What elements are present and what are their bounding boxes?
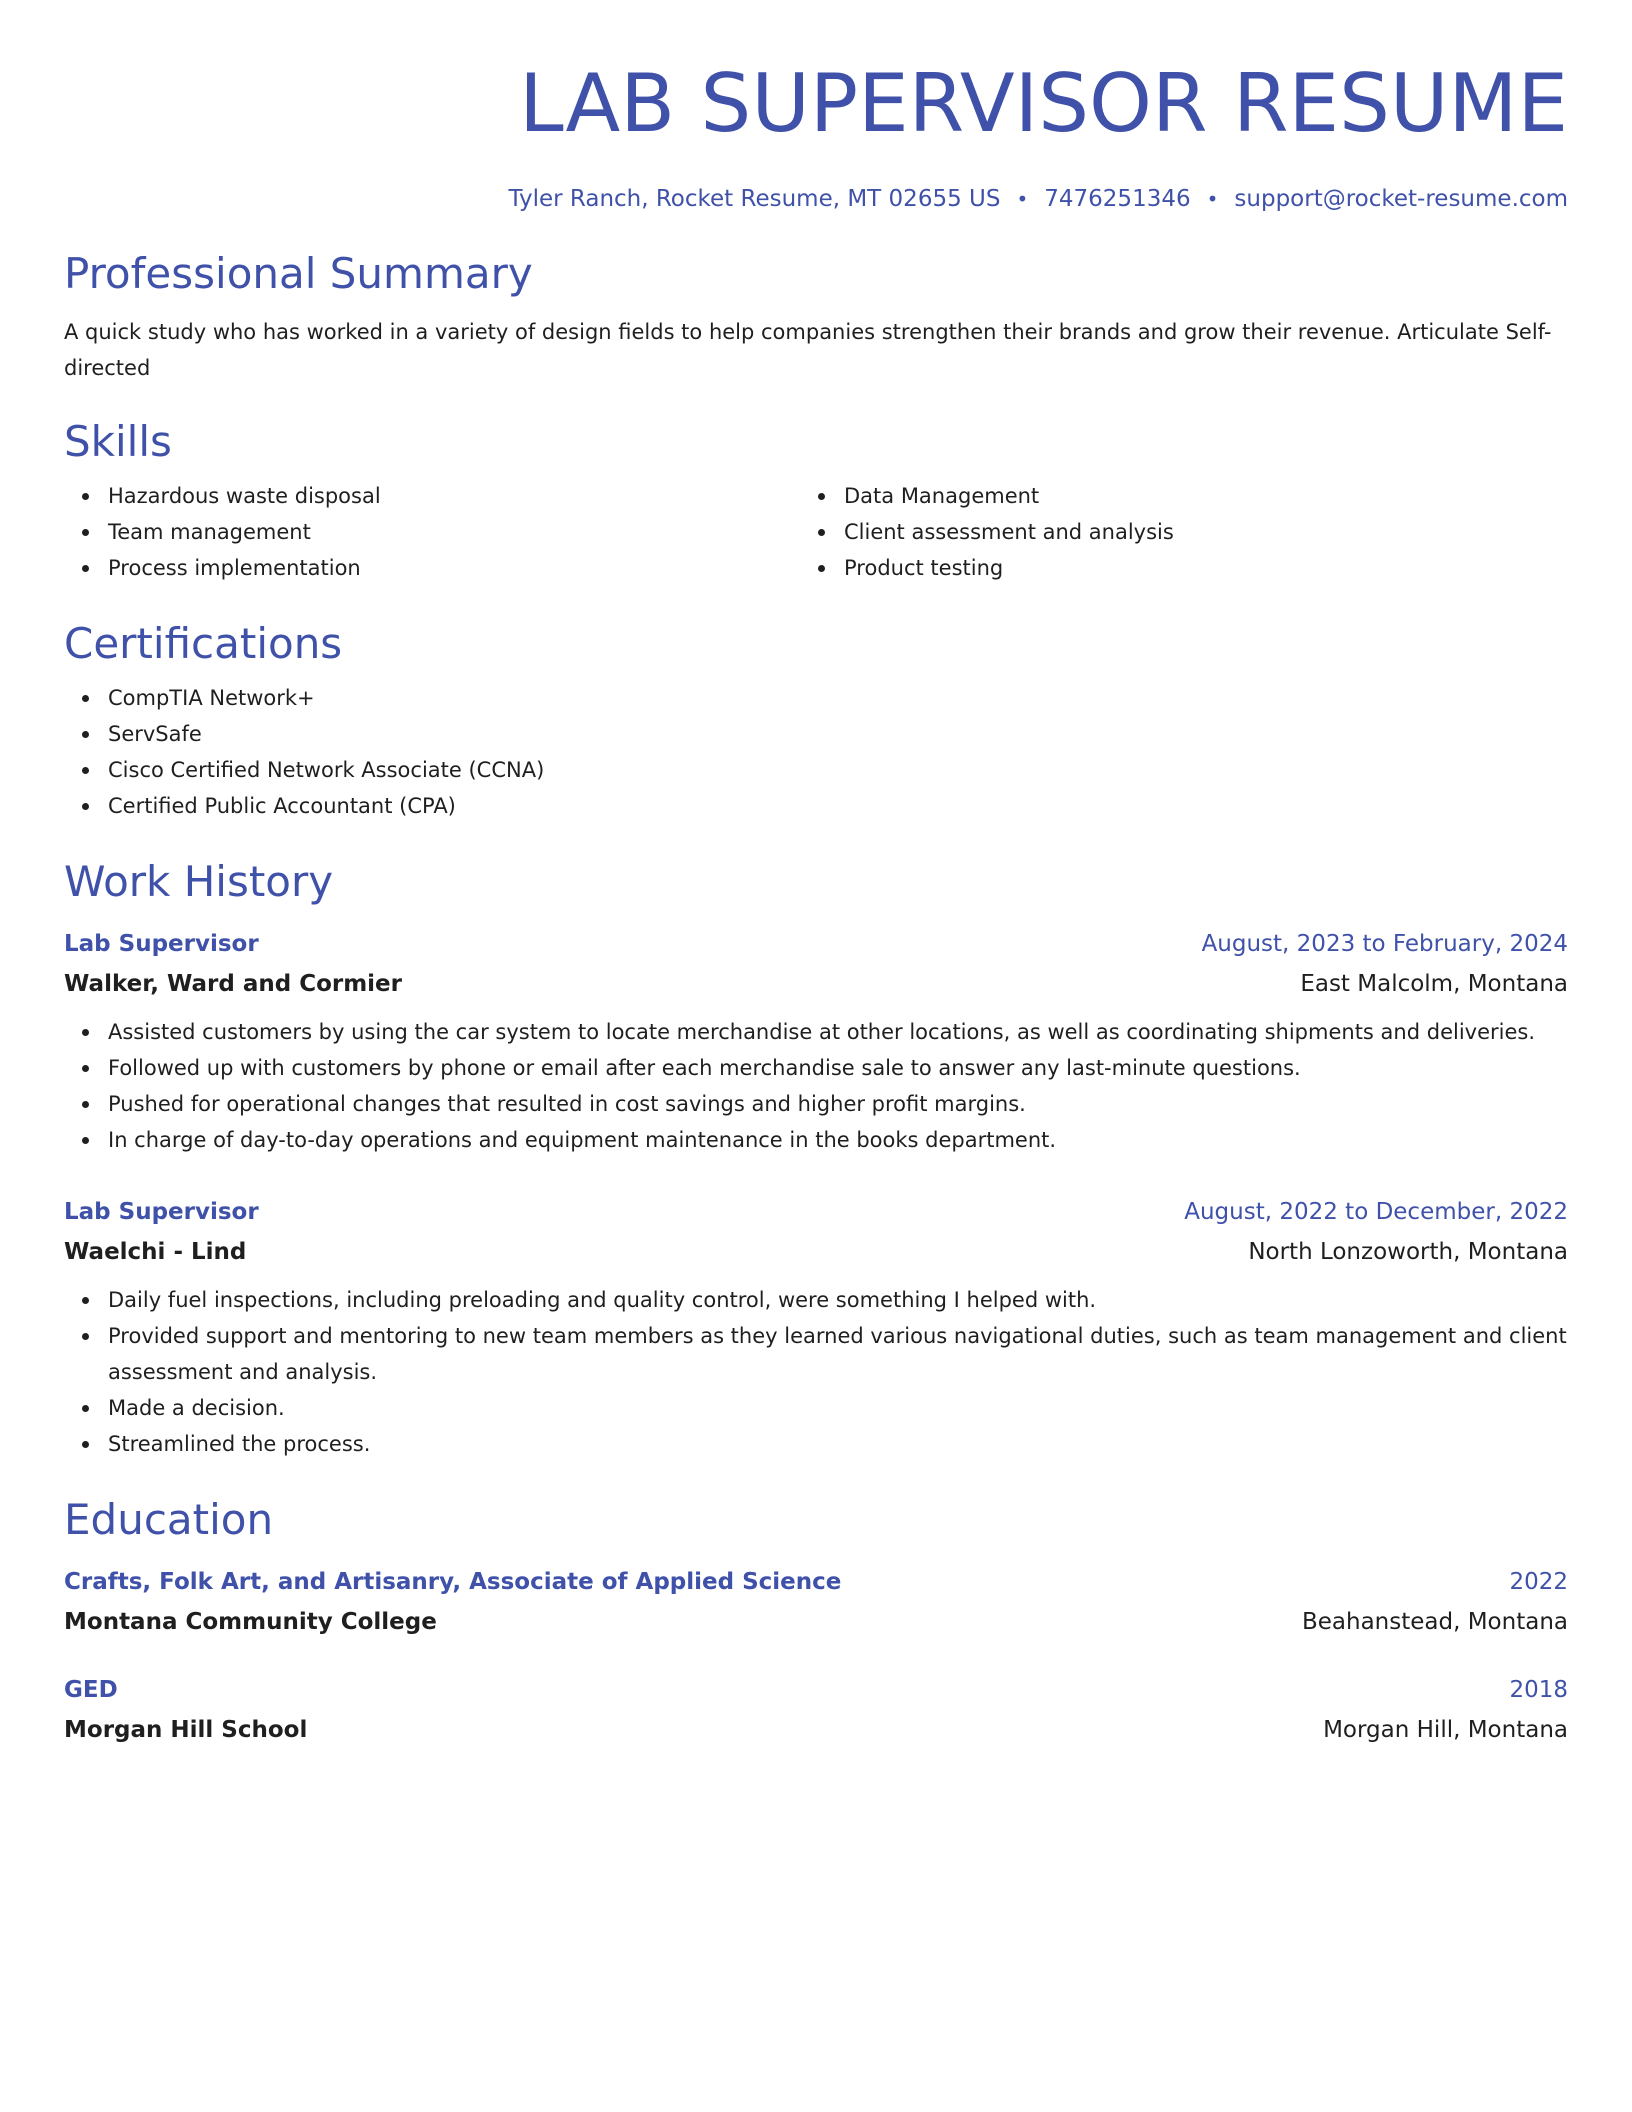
job-role: Lab Supervisor xyxy=(64,1199,259,1225)
job-role: Lab Supervisor xyxy=(64,931,259,957)
education-entry xyxy=(64,1562,1568,1642)
education-entry xyxy=(64,1670,1568,1750)
job-bullet: Streamlined the process. xyxy=(108,1426,1568,1462)
skills-column-right xyxy=(800,478,1536,586)
skill-item: Data Management xyxy=(844,478,1536,514)
skill-item: Process implementation xyxy=(108,550,800,586)
section-title-summary: Professional Summary xyxy=(64,249,533,298)
job-company-row xyxy=(64,964,1568,1004)
education-header-row xyxy=(64,1562,1568,1602)
education-school: Morgan Hill School xyxy=(64,1717,308,1743)
job-bullets xyxy=(64,1014,1568,1158)
section-title-skills: Skills xyxy=(64,417,172,466)
job-company: Walker, Ward and Cormier xyxy=(64,971,403,997)
resume-title: LAB SUPERVISOR RESUME xyxy=(519,57,1568,150)
education-school-row xyxy=(64,1710,1568,1750)
skill-item: Team management xyxy=(108,514,800,550)
certification-item: ServSafe xyxy=(108,716,1568,752)
skill-item: Hazardous waste disposal xyxy=(108,478,800,514)
contact-line xyxy=(64,184,1568,214)
education-header-row xyxy=(64,1670,1568,1710)
job-entry xyxy=(64,924,1568,1158)
education-school: Montana Community College xyxy=(64,1609,437,1635)
education-degree: Crafts, Folk Art, and Artisanry, Associate of Applied Science xyxy=(64,1569,842,1595)
job-company: Waelchi - Lind xyxy=(64,1239,247,1265)
job-location: North Lonzoworth, Montana xyxy=(1248,1239,1568,1265)
skills-columns xyxy=(64,478,1568,586)
contact-address: Tyler Ranch, Rocket Resume, MT 02655 US xyxy=(508,186,1001,212)
skill-item: Product testing xyxy=(844,550,1536,586)
skills-list-left xyxy=(64,478,800,586)
job-entry xyxy=(64,1192,1568,1462)
summary-section xyxy=(64,248,1568,386)
skill-item: Client assessment and analysis xyxy=(844,514,1536,550)
skills-list-right xyxy=(800,478,1536,586)
skills-column-left xyxy=(64,478,800,586)
education-year: 2022 xyxy=(1509,1569,1568,1595)
job-bullet: Pushed for operational changes that resulted in cost savings and higher profit margins. xyxy=(108,1086,1568,1122)
contact-separator: • xyxy=(1016,187,1029,211)
education-year: 2018 xyxy=(1509,1677,1568,1703)
education-degree: GED xyxy=(64,1677,118,1703)
job-bullet: In charge of day-to-day operations and equipment maintenance in the books department. xyxy=(108,1122,1568,1158)
certification-item: Certified Public Accountant (CPA) xyxy=(108,788,1568,824)
job-bullet: Assisted customers by using the car system to locate merchandise at other locations, as well as coordinating shipments and deliveries. xyxy=(108,1014,1568,1050)
certification-item: CompTIA Network+ xyxy=(108,680,1568,716)
section-title-education: Education xyxy=(64,1495,274,1544)
job-header-row xyxy=(64,924,1568,964)
section-title-certifications: Certifications xyxy=(64,619,343,668)
education-location: Morgan Hill, Montana xyxy=(1323,1717,1568,1743)
education-section xyxy=(64,1494,1568,1750)
job-dates: August, 2022 to December, 2022 xyxy=(1184,1199,1568,1225)
job-bullet: Provided support and mentoring to new team members as they learned various navigational duties, such as team management and client assessment and analysis. xyxy=(108,1318,1568,1390)
certification-item: Cisco Certified Network Associate (CCNA) xyxy=(108,752,1568,788)
education-school-row xyxy=(64,1602,1568,1642)
job-company-row xyxy=(64,1232,1568,1272)
job-bullets xyxy=(64,1282,1568,1462)
job-dates: August, 2023 to February, 2024 xyxy=(1201,931,1568,957)
job-bullet: Daily fuel inspections, including preloading and quality control, were something I helped with. xyxy=(108,1282,1568,1318)
job-header-row xyxy=(64,1192,1568,1232)
education-location: Beahanstead, Montana xyxy=(1301,1609,1568,1635)
job-location: East Malcolm, Montana xyxy=(1300,971,1568,997)
contact-email: support@rocket-resume.com xyxy=(1234,186,1568,212)
work-history-section xyxy=(64,856,1568,1462)
contact-separator: • xyxy=(1206,187,1219,211)
section-title-work-history: Work History xyxy=(64,857,334,906)
certifications-section xyxy=(64,618,1568,824)
skills-section xyxy=(64,416,1568,586)
job-bullet: Followed up with customers by phone or email after each merchandise sale to answer any last-minute questions. xyxy=(108,1050,1568,1086)
contact-phone: 7476251346 xyxy=(1044,186,1191,212)
job-bullet: Made a decision. xyxy=(108,1390,1568,1426)
certifications-list xyxy=(64,680,1568,824)
resume-header xyxy=(64,56,1568,214)
summary-text: A quick study who has worked in a variety of design fields to help companies strengthen their brands and grow their revenue. Articulate Self-directed xyxy=(64,320,1552,380)
